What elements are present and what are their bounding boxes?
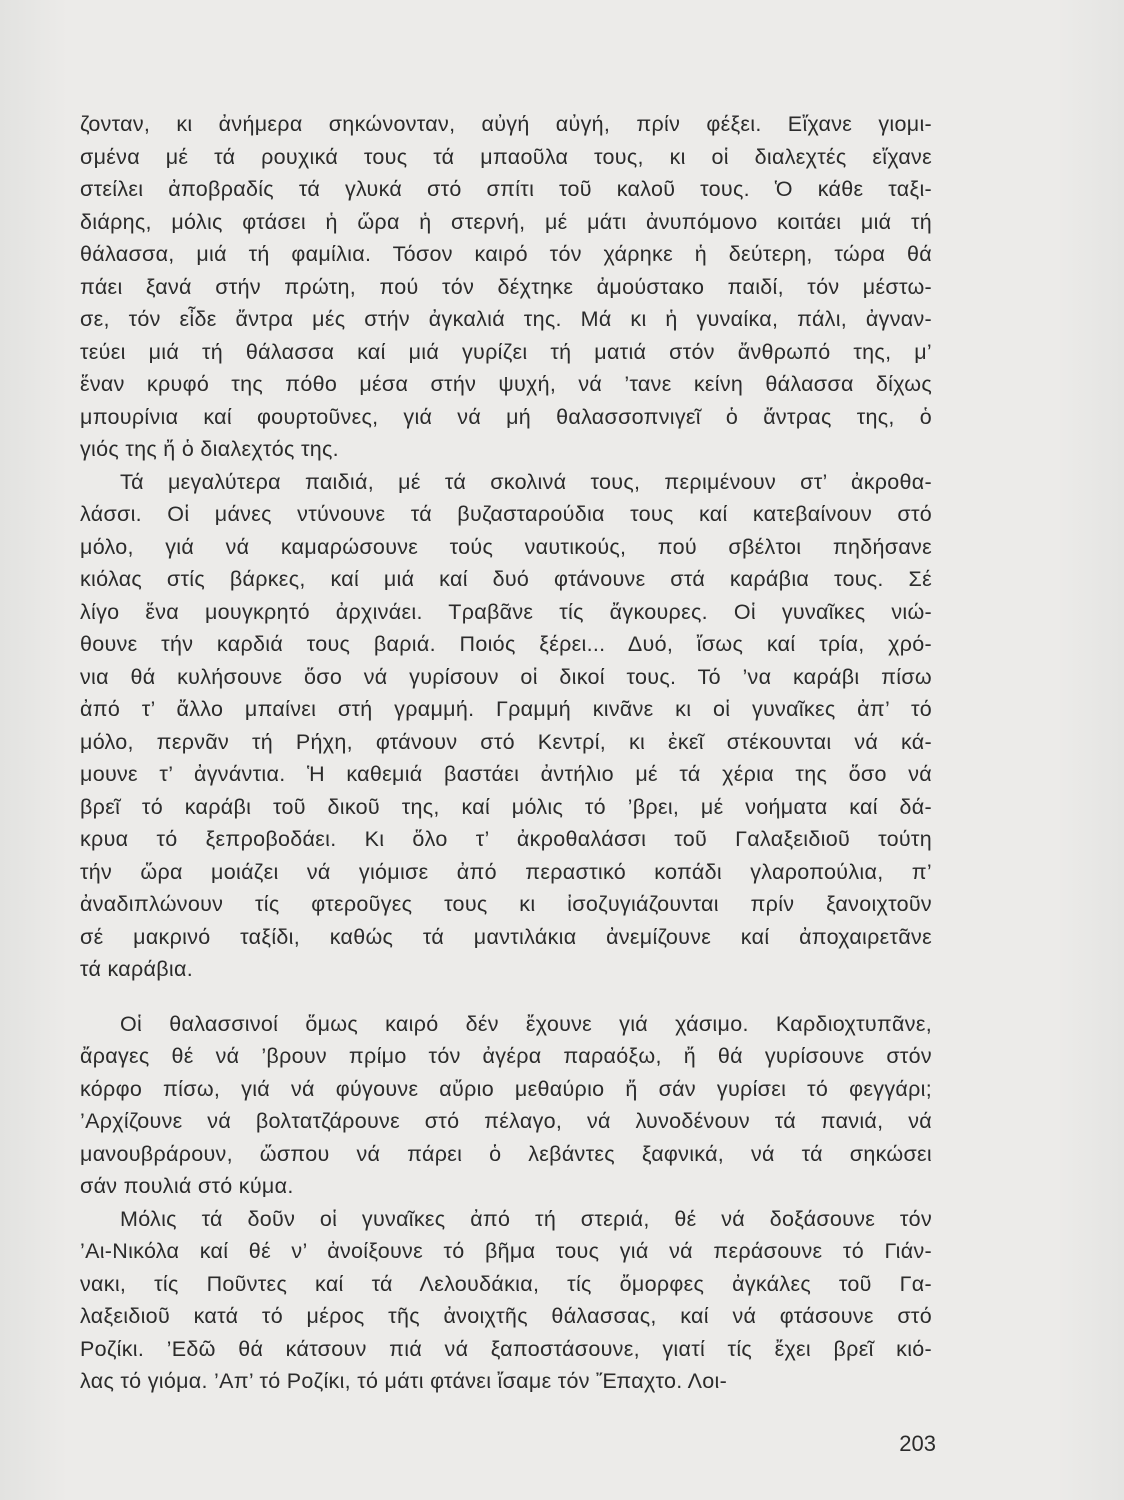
text-line: κιόλας στίς βάρκες, καί μιά καί δυό φτάνουνε στά καράβια τους. Σέ (80, 567, 932, 591)
text-line: ’Αρχίζουνε νά βολτατζάρουνε στό πέλαγο, νά λυνοδένουν τά πανιά, νά (80, 1109, 932, 1133)
paragraph (80, 466, 932, 986)
text-line: τά καράβια. (80, 957, 194, 981)
text-line: τήν ὥρα μοιάζει νά γιόμισε ἀπό περαστικό κοπάδι γλαροπούλια, π’ (80, 859, 932, 884)
text-line: λίγο ἕνα μουγκρητό ἀρχινάει. Τραβᾶνε τίς ἄγκουρες. Οἱ γυναῖκες νιώ- (80, 599, 932, 624)
text-line: στείλει ἀποβραδίς τά γλυκά στό σπίτι τοῦ καλοῦ τους. Ὁ κάθε ταξι- (80, 177, 932, 201)
text-line: μόλο, περνᾶν τή Ρήχη, φτάνουν στό Κεντρί, κι ἐκεῖ στέκουνται νά κά- (80, 729, 932, 754)
body-text (80, 108, 932, 1398)
text-line: πάει ξανά στήν πρώτη, πού τόν δέχτηκε ἀμούστακο παιδί, τόν μέστω- (80, 274, 932, 299)
text-line: ἕναν κρυφό της πόθο μέσα στήν ψυχή, νά ’τανε κείνη θάλασσα δίχως (80, 372, 932, 396)
text-line: ζονταν, κι ἀνήμερα σηκώνονταν, αὐγή αὐγή, πρίν φέξει. Εἴχανε γιομι- (80, 112, 932, 136)
paragraph-gap (80, 986, 932, 1008)
text-line: ἀναδιπλώνουν τίς φτεροῦγες τους κι ἰσοζυγιάζουνται πρίν ξανοιχτοῦν (80, 892, 932, 916)
text-line: λαξειδιοῦ κατά τό μέρος τῆς ἀνοιχτῆς θάλασσας, καί νά φτάσουνε στό (80, 1304, 932, 1328)
text-line: σε, τόν εἶδε ἄντρα μές στήν ἀγκαλιά της. Μά κι ἡ γυναίκα, πάλι, ἀγναν- (80, 307, 932, 331)
text-line: ἄραγες θέ νά ’βρουν πρίμο τόν ἀγέρα παραόξω, ἤ θά γυρίσουνε στόν (80, 1044, 932, 1068)
text-line: ἀπό τ’ ἄλλο μπαίνει στή γραμμή. Γραμμή κινᾶνε κι οἱ γυναῖκες ἀπ’ τό (80, 697, 932, 721)
text-line: Οἱ θαλασσινοί ὅμως καιρό δέν ἔχουνε γιά χάσιμο. Καρδιοχτυπᾶνε, (120, 1011, 932, 1036)
text-line: νια θά κυλήσουνε ὅσο νά γυρίσουν οἱ δικοί τους. Τό ’να καράβι πίσω (80, 664, 932, 689)
text-line: διάρης, μόλις φτάσει ἡ ὥρα ἡ στερνή, μέ μάτι ἀνυπόμονο κοιτάει μιά τή (80, 209, 932, 234)
paragraph (80, 1008, 932, 1203)
text-line: τεύει μιά τή θάλασσα καί μιά γυρίζει τή ματιά στόν ἄνθρωπό της, μ’ (80, 339, 932, 364)
paragraph (80, 1203, 932, 1398)
text-line: νακι, τίς Ποῦντες καί τά Λελουδάκια, τίς ὄμορφες ἀγκάλες τοῦ Γα- (80, 1271, 932, 1296)
text-line: μανουβράρουν, ὥσπου νά πάρει ὁ λεβάντες ξαφνικά, νά τά σηκώσει (80, 1141, 932, 1166)
text-line: Τά μεγαλύτερα παιδιά, μέ τά σκολινά τους, περιμένουν στ’ ἀκροθα- (120, 469, 932, 494)
paragraph (80, 108, 932, 466)
text-line: Ροζίκι. ’Εδῶ θά κάτσουν πιά νά ξαποστάσουνε, γιατί τίς ἔχει βρεῖ κιό- (80, 1336, 932, 1361)
text-line: λας τό γιόμα. ’Απ’ τό Ροζίκι, τό μάτι φτάνει ἴσαμε τόν Ἔπαχτο. Λοι- (80, 1369, 728, 1393)
text-line: λάσσι. Οἱ μάνες ντύνουνε τά βυζασταρούδια τους καί κατεβαίνουν στό (80, 502, 932, 526)
text-line: βρεῖ τό καράβι τοῦ δικοῦ της, καί μόλις τό ’βρει, μέ νοήματα καί δά- (80, 794, 932, 819)
text-line: σάν πουλιά στό κύμα. (80, 1174, 294, 1198)
text-line: κρυα τό ξεπροβοδάει. Κι ὅλο τ’ ἀκροθαλάσσι τοῦ Γαλαξειδιοῦ τούτη (80, 827, 932, 851)
text-line: Μόλις τά δοῦν οἱ γυναῖκες ἀπό τή στεριά, θέ νά δοξάσουνε τόν (120, 1206, 932, 1231)
text-line: σμένα μέ τά ρουχικά τους τά μπαοῦλα τους, κι οἱ διαλεχτές εἴχανε (80, 144, 932, 169)
text-line: μουνε τ’ ἀγνάντια. Ἡ καθεμιά βαστάει ἀντήλιο μέ τά χέρια της ὅσο νά (80, 762, 932, 786)
text-line: μπουρίνια καί φουρτοῦνες, γιά νά μή θαλασσοπνιγεῖ ὁ ἄντρας της, ὁ (80, 404, 932, 429)
text-line: κόρφο πίσω, γιά νά φύγουνε αὔριο μεθαύριο ἤ σάν γυρίσει τό φεγγάρι; (80, 1076, 932, 1101)
text-line: θάλασσα, μιά τή φαμίλια. Τόσον καιρό τόν χάρηκε ἡ δεύτερη, τώρα θά (80, 242, 932, 266)
text-line: σέ μακρινό ταξίδι, καθώς τά μαντιλάκια ἀνεμίζουνε καί ἀποχαιρετᾶνε (80, 924, 932, 949)
text-line: μόλο, γιά νά καμαρώσουνε τούς ναυτικούς, πού σβέλτοι πηδήσανε (80, 534, 932, 559)
text-line: ’Αι-Νικόλα καί θέ ν’ ἀνοίξουνε τό βῆμα τους γιά νά περάσουνε τό Γιάν- (80, 1239, 932, 1263)
text-line: γιός της ἤ ὁ διαλεχτός της. (80, 437, 339, 461)
page-number: 203 (899, 1431, 936, 1456)
text-line: θουνε τήν καρδιά τους βαριά. Ποιός ξέρει... Δυό, ἴσως καί τρία, χρό- (80, 632, 932, 656)
